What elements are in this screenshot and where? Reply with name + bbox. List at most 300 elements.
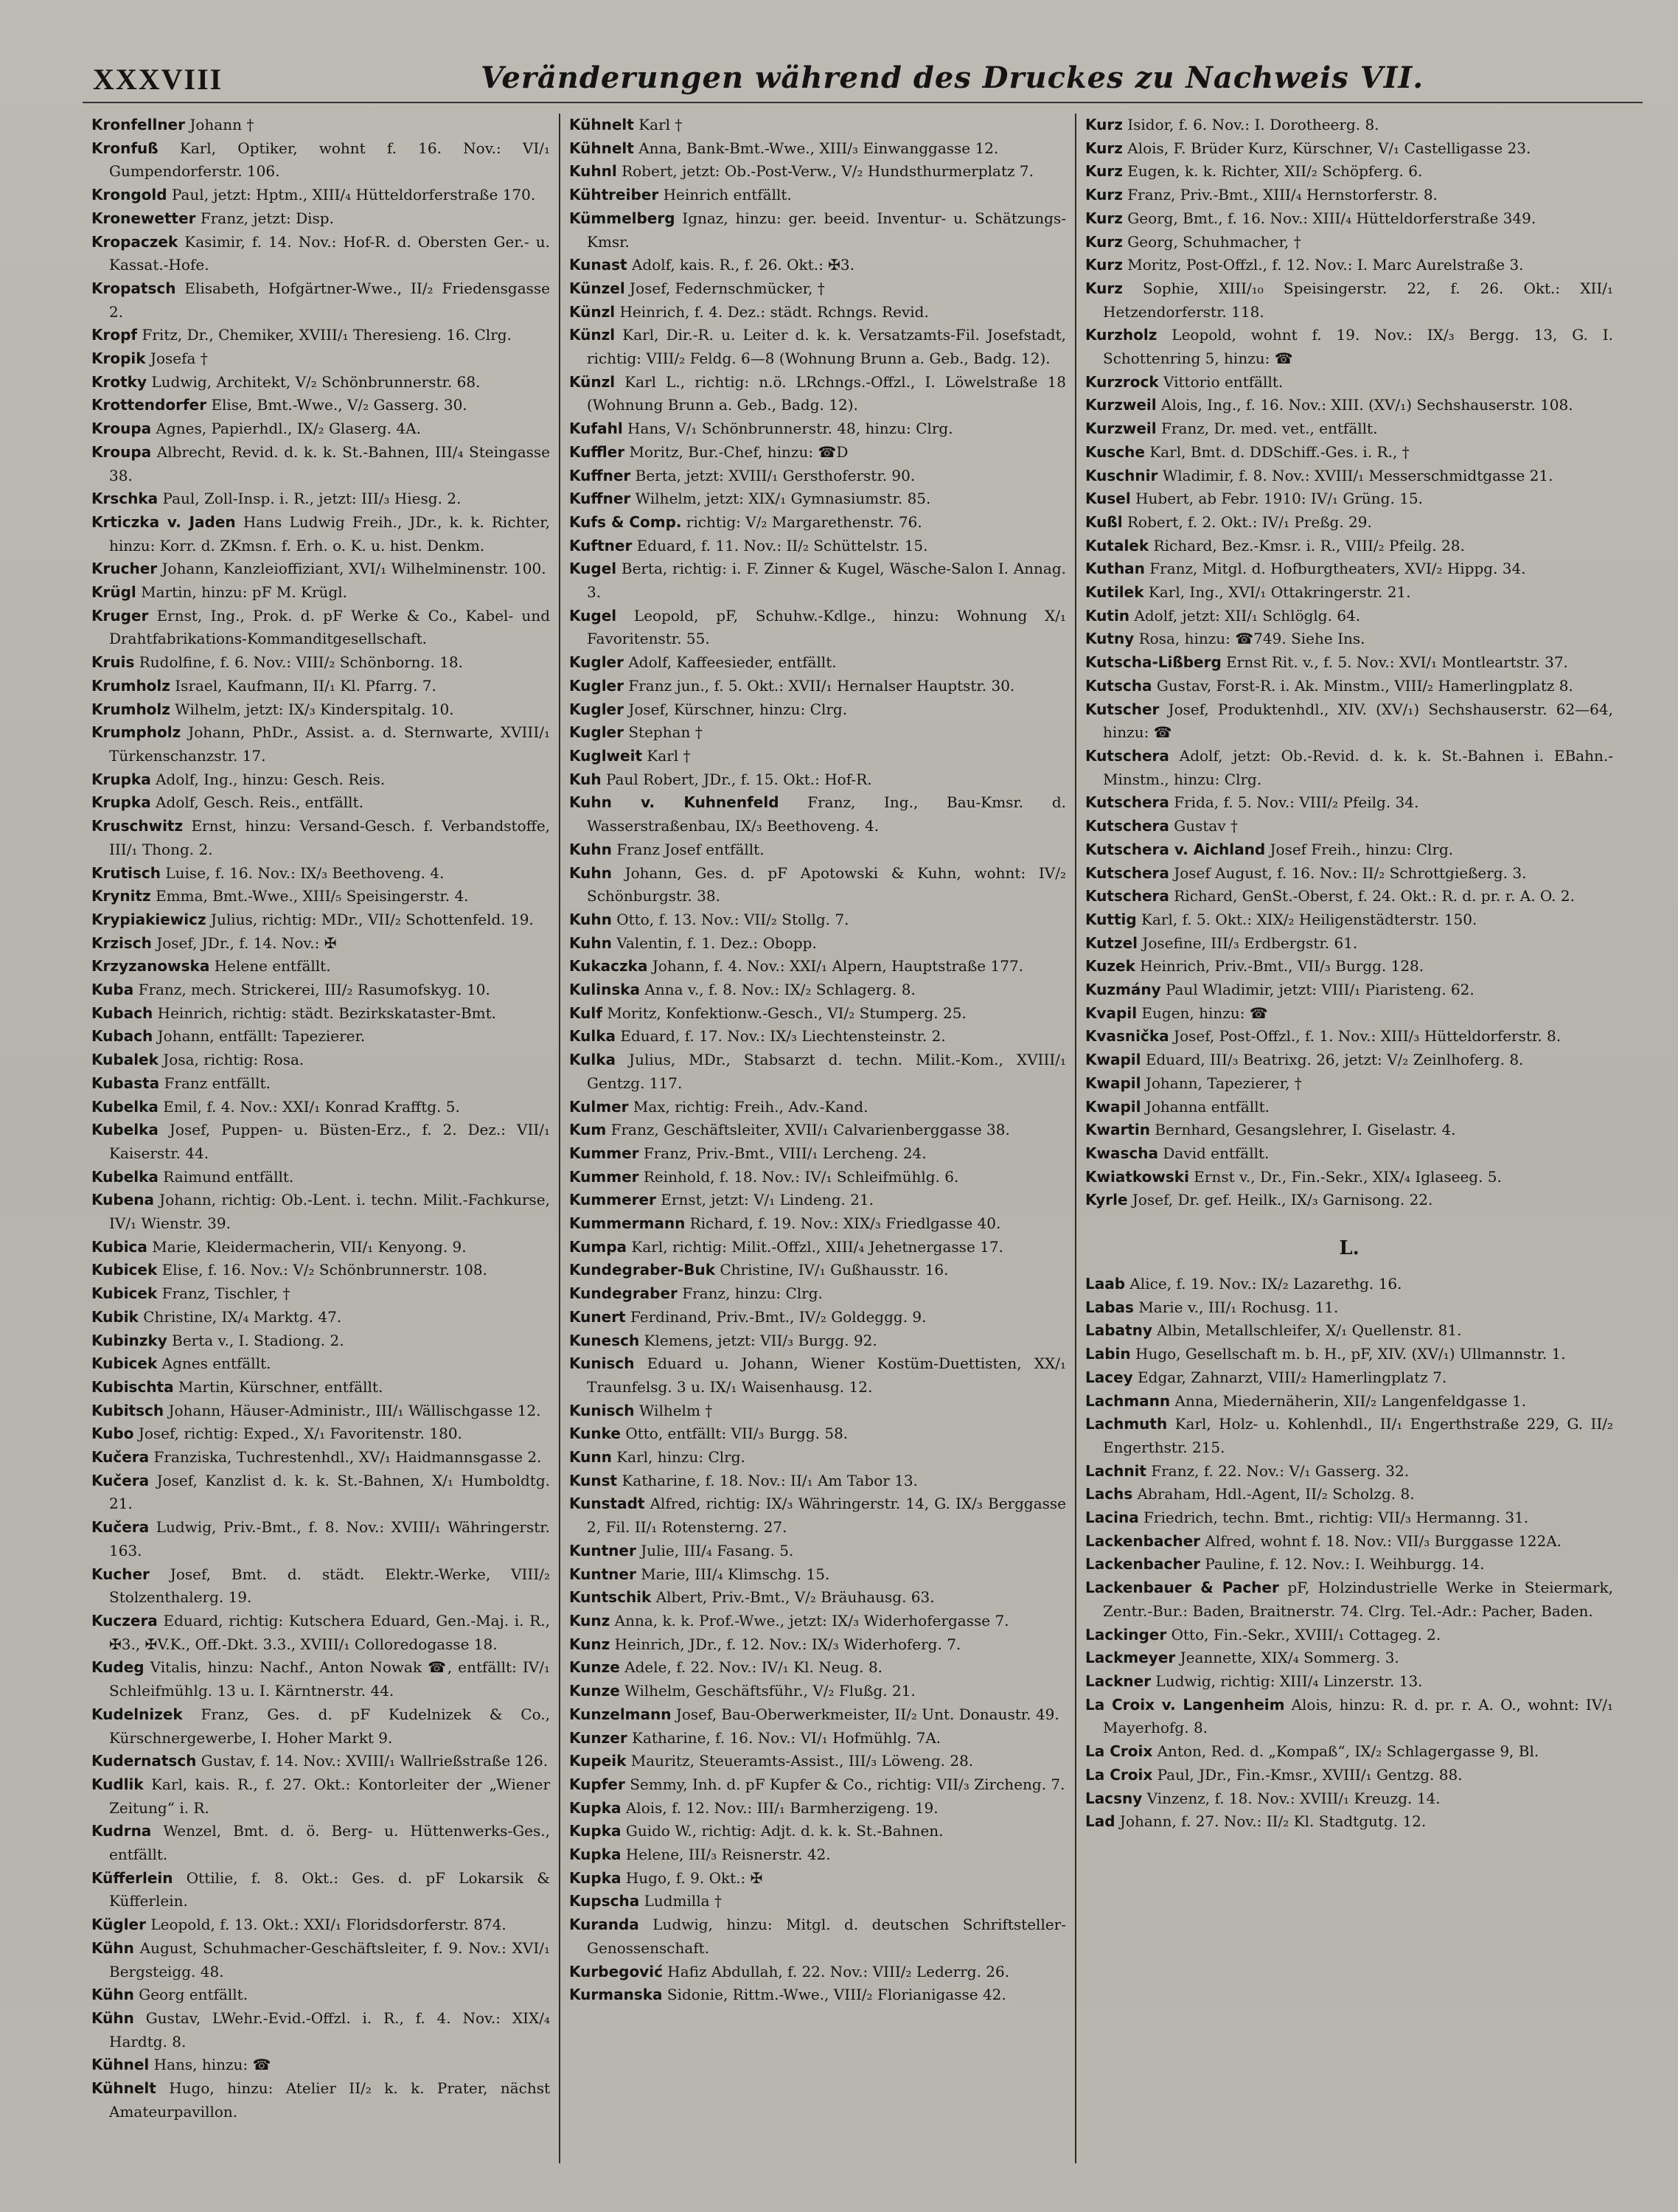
directory-entry	[1085, 1460, 1613, 1484]
entry-details: Robert, jetzt: Ob.-Post-Verw., V/₂ Hundsthurmerplatz 7.	[622, 162, 1034, 181]
entry-surname: Kupka	[569, 1798, 622, 1817]
directory-entry	[1085, 277, 1613, 324]
entry-surname: Kubitsch	[91, 1401, 164, 1419]
directory-entry	[91, 1983, 550, 2007]
entry-details: Helene entfällt.	[214, 957, 331, 975]
entry-surname: Lackinger	[1085, 1625, 1167, 1644]
directory-entry	[91, 1048, 550, 1072]
entry-surname: Lachnit	[1085, 1461, 1146, 1480]
entry-surname: Kubicek	[91, 1261, 158, 1279]
entry-surname: Kunisch	[569, 1401, 635, 1419]
entry-details: Karl, kais. R., f. 27. Okt.: Kontorleiter der „Wiener Zeitung“ i. R.	[109, 1775, 551, 1817]
entry-surname: Kutschera	[1085, 793, 1169, 812]
entry-surname: Künzl	[569, 302, 616, 321]
entry-surname: Kuftner	[569, 536, 633, 554]
entry-details: Elisabeth, Hofgärtner-Wwe., II/₂ Friedensgasse 2.	[109, 279, 550, 321]
directory-entry	[569, 1820, 1066, 1843]
entry-details: Kasimir, f. 14. Nov.: Hof-R. d. Obersten Ger.- u. Kassat.-Hofe.	[109, 232, 551, 274]
directory-entry	[569, 1680, 1066, 1703]
entry-details: Otto, Fin.-Sekr., XVIII/₁ Cottageg. 2.	[1171, 1625, 1441, 1644]
directory-entry	[1085, 838, 1613, 862]
directory-entry	[91, 1937, 550, 1983]
entry-details: Albert, Priv.-Bmt., V/₂ Bräuhausg. 63.	[655, 1588, 935, 1607]
directory-entry	[1085, 1072, 1613, 1096]
directory-entry	[1085, 1319, 1613, 1343]
directory-entry	[569, 1750, 1066, 1773]
entry-surname: Kutschera	[1085, 887, 1169, 905]
entry-details: Ernst, Ing., Prok. d. pF Werke & Co., Kabel- und Drahtfabrikations-Kommanditgesellschaft.	[109, 606, 550, 648]
directory-entry	[91, 885, 550, 908]
directory-entry	[569, 1002, 1066, 1026]
entry-details: Pauline, f. 12. Nov.: I. Weihburgg. 14.	[1205, 1555, 1485, 1573]
entry-surname: Kuhn	[569, 910, 612, 928]
entry-surname: Labin	[1085, 1345, 1131, 1363]
entry-surname: Kummerer	[569, 1191, 656, 1209]
entry-details: Josa, richtig: Rosa.	[163, 1051, 304, 1069]
entry-details: Wladimir, f. 8. Nov.: XVIII/₁ Messerschmidtgasse 21.	[1162, 466, 1553, 484]
directory-entry	[569, 745, 1066, 768]
entry-surname: Kulka	[569, 1027, 616, 1046]
entry-surname: Kuhn	[569, 863, 612, 882]
entry-details: Julius, richtig: MDr., VII/₂ Schottenfeld. 19.	[210, 910, 534, 928]
directory-entry	[91, 862, 550, 886]
entry-surname: Kurmanska	[569, 1986, 663, 2004]
entry-surname: Kuntschik	[569, 1588, 652, 1607]
entry-details: Adolf, kais. R., f. 26. Okt.: ✠3.	[631, 256, 855, 274]
entry-details: Georg, Bmt., f. 16. Nov.: XIII/₄ Hütteldorferstraße 349.	[1127, 209, 1536, 227]
entry-details: Ernst, hinzu: Versand-Gesch. f. Verbandstoffe, III/₁ Thong. 2.	[109, 817, 551, 858]
directory-entry	[91, 1189, 550, 1235]
entry-details: Semmy, Inh. d. pF Kupfer & Co., richtig: VII/₃ Zircheng. 7.	[630, 1775, 1065, 1793]
entry-details: Paul Robert, JDr., f. 15. Okt.: Hof-R.	[605, 770, 872, 788]
directory-entry	[91, 1236, 550, 1259]
entry-surname: Kurz	[1085, 186, 1123, 204]
entry-surname: Labas	[1085, 1298, 1134, 1316]
entry-details: Fritz, Dr., Chemiker, XVIII/₁ Theresieng. 16. Clrg.	[142, 326, 512, 344]
entry-surname: Kudernatsch	[91, 1752, 197, 1770]
entry-details: Abraham, Hdl.-Agent, II/₂ Scholzg. 8.	[1137, 1485, 1415, 1503]
directory-entry	[91, 791, 550, 815]
directory-entry	[91, 1610, 550, 1656]
entry-surname: Kunze	[569, 1682, 620, 1700]
entry-details: Josef, Bau-Oberwerkmeister, II/₂ Unt. Donaustr. 49.	[675, 1705, 1059, 1723]
entry-details: Vinzenz, f. 18. Nov.: XVIII/₁ Kreuzg. 14.	[1146, 1789, 1441, 1807]
directory-entry	[569, 441, 1066, 465]
directory-entry	[1085, 371, 1613, 394]
entry-surname: Kupscha	[569, 1892, 640, 1910]
entry-details: Eduard u. Johann, Wiener Kostüm-Duettisten, XX/₁ Traunfelsg. 3 u. IX/₁ Waisenhausg. 12.	[587, 1354, 1066, 1396]
entry-surname: Krupka	[91, 793, 151, 812]
entry-details: Reinhold, f. 18. Nov.: IV/₁ Schleifmühlg. 6.	[643, 1167, 959, 1186]
directory-entry	[1085, 1553, 1613, 1576]
entry-surname: Kutscha-Lißberg	[1085, 653, 1222, 672]
entry-details: Christine, IX/₄ Marktg. 47.	[143, 1307, 342, 1326]
entry-surname: Krumpholz	[91, 723, 181, 742]
directory-entry	[569, 1166, 1066, 1189]
directory-entry	[91, 1166, 550, 1189]
entry-details: Josefa †	[150, 349, 208, 368]
directory-entry	[569, 371, 1066, 417]
entry-details: Ludwig, Architekt, V/₂ Schönbrunnerstr. 68.	[151, 372, 481, 391]
entry-surname: Kunn	[569, 1448, 612, 1467]
directory-entry	[569, 1492, 1066, 1539]
entry-details: Alois, f. 12. Nov.: III/₁ Barmherzigeng. 19.	[625, 1798, 939, 1817]
entry-surname: Lachs	[1085, 1485, 1133, 1503]
entry-details: Georg, Schuhmacher, †	[1127, 232, 1301, 251]
entry-surname: Kunert	[569, 1307, 626, 1326]
directory-entry	[1085, 932, 1613, 956]
entry-details: Robert, f. 2. Okt.: IV/₁ Preßg. 29.	[1127, 512, 1372, 531]
entry-details: richtig: V/₂ Margarethenstr. 76.	[686, 512, 922, 531]
directory-entry	[91, 1282, 550, 1306]
entry-surname: Kudlik	[91, 1775, 144, 1793]
entry-surname: Krschka	[91, 490, 159, 508]
directory-entry	[91, 1867, 550, 1913]
entry-details: Josef, Dr. gef. Heilk., IX/₃ Garnisong. 22.	[1132, 1191, 1433, 1209]
directory-entry	[569, 487, 1066, 511]
directory-entry	[569, 651, 1066, 675]
directory-entry	[569, 1540, 1066, 1563]
entry-surname: Kühn	[91, 2008, 134, 2027]
entry-surname: Kurzrock	[1085, 372, 1159, 391]
directory-entry	[569, 207, 1066, 254]
entry-surname: Kühnelt	[569, 139, 634, 157]
directory-entry	[569, 160, 1066, 184]
entry-details: Alois, hinzu: R. d. pr. r. A. O., wohnt: IV/₁ Mayerhofg. 8.	[1103, 1695, 1614, 1737]
entry-surname: Kučera	[91, 1471, 150, 1489]
entry-surname: Lacey	[1085, 1368, 1133, 1386]
directory-entry	[91, 1376, 550, 1399]
entry-details: Franz, Priv.-Bmt., XIII/₄ Hernstorferstr. 8.	[1127, 186, 1438, 204]
entry-surname: Kyrle	[1085, 1191, 1128, 1209]
entry-surname: Kurzweil	[1085, 420, 1157, 438]
directory-entry	[1085, 511, 1613, 535]
directory-entry	[1085, 465, 1613, 488]
directory-entry	[91, 184, 550, 207]
entry-details: Berta, richtig: i. F. Zinner & Kugel, Wäsche-Salon I. Annag. 3.	[587, 560, 1067, 602]
entry-surname: Kuglweit	[569, 746, 643, 765]
entry-surname: Kufs & Comp.	[569, 512, 682, 531]
entry-details: Johann, PhDr., Assist. a. d. Sternwarte, XVIII/₁ Türkenschanzstr. 17.	[109, 723, 550, 765]
entry-details: Hans, hinzu: ☎	[153, 2056, 271, 2074]
entry-surname: Küfferlein	[91, 1868, 173, 1887]
entry-details: Josef, Puppen- u. Büsten-Erz., f. 2. Dez.: VII/₁ Kaiserstr. 44.	[109, 1121, 551, 1162]
entry-surname: Krynitz	[91, 887, 151, 905]
entry-details: Karl, f. 5. Okt.: XIX/₂ Heiligenstädterstr. 150.	[1141, 910, 1477, 928]
directory-entry	[569, 1843, 1066, 1867]
directory-entry	[1085, 1390, 1613, 1413]
entry-details: Raimund entfällt.	[163, 1167, 294, 1186]
directory-entry	[91, 1446, 550, 1470]
entry-details: Sidonie, Rittm.-Wwe., VIII/₂ Florianigasse 42.	[666, 1986, 1006, 2004]
entry-details: Gustav, Forst-R. i. Ak. Minstm., VIII/₂ Hamerlingplatz 8.	[1156, 676, 1573, 695]
entry-surname: Kurz	[1085, 256, 1123, 274]
directory-entry	[569, 1470, 1066, 1493]
directory-entry	[1085, 1166, 1613, 1189]
entry-surname: Kutalek	[1085, 536, 1149, 554]
entry-details: Sophie, XIII/₁₀ Speisingerstr. 22, f. 26. Okt.: XII/₁ Hetzendorferstr. 118.	[1103, 279, 1613, 321]
directory-entry	[1085, 1273, 1613, 1296]
directory-entry	[1085, 1483, 1613, 1506]
entry-details: Ludmilla †	[644, 1892, 722, 1910]
directory-entry	[1085, 1413, 1613, 1459]
directory-entry	[569, 932, 1066, 956]
entry-surname: Lacina	[1085, 1509, 1139, 1527]
entry-details: Anton, Red. d. „Kompaß“, IX/₂ Schlagergasse 9, Bl.	[1157, 1742, 1539, 1761]
entry-surname: Kunzelmann	[569, 1705, 672, 1723]
entry-details: Hans Ludwig Freih., JDr., k. k. Richter, hinzu: Korr. d. ZKmsn. f. Erh. o. K. u. hist. Denkm.	[109, 512, 551, 554]
entry-surname: Lackenbacher	[1085, 1555, 1200, 1573]
entry-details: Elise, f. 16. Nov.: V/₂ Schönbrunnerstr. 108.	[161, 1261, 487, 1279]
entry-details: Johann, Ges. d. pF Apotowski & Kuhn, wohnt: IV/₂ Schönburgstr. 38.	[587, 863, 1067, 905]
directory-entry	[1085, 1810, 1613, 1834]
entry-surname: Kuzek	[1085, 957, 1135, 975]
directory-entry	[569, 1142, 1066, 1166]
directory-entry	[569, 955, 1066, 978]
entry-details: Ignaz, hinzu: ger. beeid. Inventur- u. Schätzungs-Kmsr.	[587, 209, 1067, 251]
directory-entry	[1085, 885, 1613, 908]
entry-details: Heinrich entfällt.	[663, 186, 792, 204]
entry-details: Anna v., f. 8. Nov.: IX/₂ Schlagerg. 8.	[644, 981, 916, 999]
directory-entry	[1085, 1576, 1613, 1623]
entry-details: Marie, Kleidermacherin, VII/₁ Kenyong. 9.	[152, 1237, 467, 1256]
entry-surname: Kronfellner	[91, 116, 185, 133]
directory-entry	[1085, 1048, 1613, 1072]
entry-surname: Kupka	[569, 1846, 622, 1864]
entry-details: Marie v., III/₁ Rochusg. 11.	[1138, 1298, 1339, 1316]
directory-entry	[1085, 207, 1613, 231]
directory-entry	[569, 301, 1066, 324]
entry-surname: Kugel	[569, 606, 617, 625]
entry-details: Vitalis, hinzu: Nachf., Anton Nowak ☎, entfällt: IV/₁ Schleifmühlg. 13 u. I. Kärntnerstr. 44.	[109, 1658, 551, 1700]
directory-entry	[1085, 1530, 1613, 1554]
entry-details: Josef Freih., hinzu: Clrg.	[1270, 840, 1454, 858]
directory-entry	[1085, 441, 1613, 465]
directory-entry	[1085, 254, 1613, 277]
entry-details: Helene, III/₃ Reisnerstr. 42.	[625, 1846, 831, 1864]
entry-details: Ludwig, Priv.-Bmt., f. 8. Nov.: XVIII/₁ Währingerstr. 163.	[109, 1518, 550, 1559]
entry-details: Berta, jetzt: XVIII/₁ Gersthoferstr. 90.	[635, 466, 916, 484]
directory-entry	[569, 1282, 1066, 1306]
directory-entry	[1085, 1119, 1613, 1142]
entry-surname: Krongold	[91, 186, 167, 204]
directory-entry	[569, 511, 1066, 535]
directory-entry	[569, 465, 1066, 488]
entry-details: Hugo, hinzu: Atelier II/₂ k. k. Prater, nächst Amateurpavillon.	[109, 2079, 550, 2121]
entry-details: Paul Wladimir, jetzt: VIII/₁ Piaristeng. 62.	[1166, 981, 1475, 999]
entry-details: Eduard, f. 17. Nov.: IX/₃ Liechtensteinstr. 2.	[620, 1027, 946, 1046]
directory-entry	[91, 1119, 550, 1165]
entry-details: Anna, Miedernäherin, XII/₂ Langenfeldgasse 1.	[1174, 1391, 1527, 1410]
entry-details: Franz entfällt.	[164, 1074, 271, 1092]
entry-surname: Kunst	[569, 1471, 618, 1489]
entry-details: Adolf, jetzt: XII/₁ Schlöglg. 64.	[1134, 606, 1361, 625]
entry-surname: Kußl	[1085, 512, 1123, 531]
entry-surname: Kufahl	[569, 420, 623, 438]
directory-entry	[1085, 1142, 1613, 1166]
entry-details: Anna, k. k. Prof.-Wwe., jetzt: IX/₃ Widerhofergasse 7.	[614, 1612, 1009, 1630]
directory-entry	[569, 254, 1066, 277]
entry-surname: Kuhn	[569, 933, 612, 952]
directory-entry	[91, 2077, 550, 2124]
entry-details: Otto, entfällt: VII/₃ Burgg. 58.	[625, 1425, 849, 1443]
entry-surname: Kummer	[569, 1167, 639, 1186]
directory-entry	[91, 815, 550, 861]
directory-entry	[1085, 1296, 1613, 1320]
entry-details: Leopold, pF, Schuhw.-Kdlge., hinzu: Wohnung X/₁ Favoritenstr. 55.	[587, 606, 1067, 648]
entry-surname: Krumholz	[91, 676, 170, 695]
directory-entry	[91, 1422, 550, 1446]
entry-surname: Kutny	[1085, 630, 1135, 648]
entry-surname: Kulinska	[569, 981, 641, 999]
entry-details: Leopold, wohnt f. 19. Nov.: IX/₃ Bergg. 13, G. I. Schottenring 5, hinzu: ☎	[1103, 326, 1613, 368]
entry-details: Franz, Priv.-Bmt., VIII/₁ Lercheng. 24.	[643, 1144, 927, 1162]
entry-details: Johann, richtig: Ob.-Lent. i. techn. Milit.-Fachkurse, IV/₁ Wienstr. 39.	[109, 1191, 550, 1233]
entry-surname: Labatny	[1085, 1321, 1152, 1340]
directory-entry	[91, 698, 550, 722]
entry-surname: Kümmelberg	[569, 209, 675, 227]
entry-surname: Kudeg	[91, 1658, 145, 1677]
entry-details: Rudolfine, f. 6. Nov.: VIII/₂ Schönborng. 18.	[139, 653, 464, 672]
entry-details: Eugen, hinzu: ☎	[1141, 1004, 1268, 1022]
entry-surname: Kuffler	[569, 442, 625, 461]
entry-surname: Kubasta	[91, 1074, 160, 1092]
entry-surname: Kudrna	[91, 1822, 152, 1840]
directory-entry	[1085, 581, 1613, 605]
entry-surname: Krutisch	[91, 863, 161, 882]
entry-surname: Kugler	[569, 700, 624, 718]
directory-entry	[569, 1212, 1066, 1236]
directory-entry	[91, 441, 550, 487]
entry-details: Wilhelm †	[638, 1401, 713, 1419]
entry-details: Adele, f. 22. Nov.: IV/₁ Kl. Neug. 8.	[624, 1658, 883, 1677]
directory-entry	[1085, 698, 1613, 745]
entry-details: Johann, f. 27. Nov.: II/₂ Kl. Stadtgutg. 12.	[1119, 1812, 1427, 1831]
directory-entry	[1085, 675, 1613, 698]
directory-entry	[91, 1399, 550, 1423]
entry-surname: Kugler	[569, 676, 624, 695]
directory-entry	[569, 862, 1066, 908]
entry-surname: Kurz	[1085, 116, 1123, 133]
directory-entry	[91, 675, 550, 698]
directory-entry	[569, 1259, 1066, 1282]
entry-surname: Kuzmány	[1085, 981, 1161, 999]
directory-entry	[1085, 1096, 1613, 1119]
column-1	[83, 114, 560, 2163]
directory-entry	[1085, 1740, 1613, 1764]
entry-details: Paul, JDr., Fin.-Kmsr., XVIII/₁ Gentzg. 88.	[1157, 1765, 1463, 1784]
entry-details: Stephan †	[628, 723, 703, 742]
entry-details: Franz, hinzu: Clrg.	[682, 1284, 823, 1303]
entry-details: Friedrich, techn. Bmt., richtig: VII/₃ Hermanng. 31.	[1143, 1509, 1529, 1527]
entry-surname: Lackner	[1085, 1672, 1152, 1690]
entry-details: Adolf, Ing., hinzu: Gesch. Reis.	[156, 770, 386, 788]
entry-surname: Kurzholz	[1085, 326, 1157, 344]
entry-surname: Kulka	[569, 1051, 616, 1069]
directory-entry	[91, 581, 550, 605]
entry-details: Wilhelm, jetzt: XIX/₁ Gymnasiumstr. 85.	[635, 490, 931, 508]
entry-details: Wenzel, Bmt. d. ö. Berg- u. Hüttenwerks-Ges., entfällt.	[109, 1822, 550, 1864]
entry-surname: Krumholz	[91, 700, 170, 718]
directory-entry	[1085, 605, 1613, 628]
entry-details: pF, Holzindustrielle Werke in Steiermark, Zentr.-Bur.: Baden, Braitnerstr. 74. Clrg. Tel.-Adr.: Pacher, Baden.	[1103, 1579, 1613, 1620]
entry-details: Martin, Kürschner, entfällt.	[178, 1377, 383, 1396]
entry-details: Leopold, f. 13. Okt.: XXI/₁ Floridsdorferstr. 874.	[150, 1916, 506, 1934]
directory-entry	[569, 1119, 1066, 1142]
entry-surname: Kutzel	[1085, 933, 1138, 952]
entry-details: Hubert, ab Febr. 1910: IV/₁ Grüng. 15.	[1135, 490, 1424, 508]
entry-details: Gustav †	[1174, 817, 1238, 835]
directory-entry	[569, 114, 1066, 137]
entry-details: Josef, Kürschner, hinzu: Clrg.	[628, 700, 848, 718]
directory-entry	[91, 721, 550, 768]
directory-entry	[91, 1516, 550, 1562]
directory-entry	[569, 1236, 1066, 1259]
entry-details: Heinrich, f. 4. Dez.: städt. Rchngs. Revid.	[619, 302, 929, 321]
entry-surname: Kuffner	[569, 466, 631, 484]
entry-details: Albin, Metallschleifer, X/₁ Quellenstr. 81.	[1157, 1321, 1462, 1340]
directory-entry	[569, 417, 1066, 441]
directory-entry	[91, 1773, 550, 1820]
directory-entry	[569, 1329, 1066, 1353]
entry-surname: Kugler	[569, 653, 624, 672]
entry-surname: Lackenbauer & Pacher	[1085, 1579, 1279, 1597]
entry-surname: Kubicek	[91, 1354, 158, 1373]
directory-entry	[91, 932, 550, 956]
entry-surname: Kutschera	[1085, 746, 1169, 765]
entry-surname: Kubena	[91, 1191, 154, 1209]
entry-surname: Kwapil	[1085, 1097, 1141, 1116]
directory-entry	[1085, 1366, 1613, 1390]
entry-surname: Kwapil	[1085, 1074, 1141, 1092]
directory-entry	[91, 1913, 550, 1937]
directory-entry	[569, 1797, 1066, 1820]
entry-surname: Kutschera	[1085, 863, 1169, 882]
entry-surname: Kubelka	[91, 1167, 159, 1186]
directory-entry	[91, 557, 550, 581]
directory-entry	[91, 1025, 550, 1048]
entry-surname: Künzl	[569, 372, 616, 391]
entry-details: Julius, MDr., Stabsarzt d. techn. Milit.-Kom., XVIII/₁ Gentzg. 117.	[587, 1051, 1067, 1092]
entry-details: Ernst v., Dr., Fin.-Sekr., XIX/₄ Iglaseeg. 5.	[1194, 1167, 1502, 1186]
entry-details: Karl †	[647, 746, 691, 765]
directory-entry	[569, 324, 1066, 370]
directory-entry	[91, 114, 550, 137]
entry-surname: Kubicek	[91, 1284, 158, 1303]
directory-entry	[1085, 557, 1613, 581]
entry-surname: Kunze	[569, 1658, 620, 1677]
entry-surname: Kurz	[1085, 162, 1123, 181]
entry-surname: Kühn	[91, 1986, 134, 2004]
entry-surname: Laab	[1085, 1275, 1126, 1293]
directory-entry	[569, 1610, 1066, 1633]
entry-details: Adolf, Kaffeesieder, entfällt.	[628, 653, 837, 672]
entry-surname: Kubica	[91, 1237, 147, 1256]
entry-surname: Kubach	[91, 1004, 153, 1022]
directory-entry	[1085, 1694, 1613, 1740]
entry-surname: Krupka	[91, 770, 151, 788]
entry-surname: Lacsny	[1085, 1789, 1143, 1807]
directory-entry	[91, 347, 550, 371]
directory-entry	[1085, 908, 1613, 932]
entry-surname: Kupka	[569, 1822, 622, 1840]
entry-surname: Krotky	[91, 372, 147, 391]
entry-surname: Kwapil	[1085, 1051, 1141, 1069]
entry-details: Richard, GenSt.-Oberst, f. 24. Okt.: R. d. pr. r. A. O. 2.	[1174, 887, 1575, 905]
directory-entry	[1085, 1764, 1613, 1787]
entry-details: Josef, Produktenhdl., XIV. (XV/₁) Sechshauserstr. 62—64, hinzu: ☎	[1103, 700, 1613, 742]
entry-surname: Kutilek	[1085, 583, 1144, 602]
